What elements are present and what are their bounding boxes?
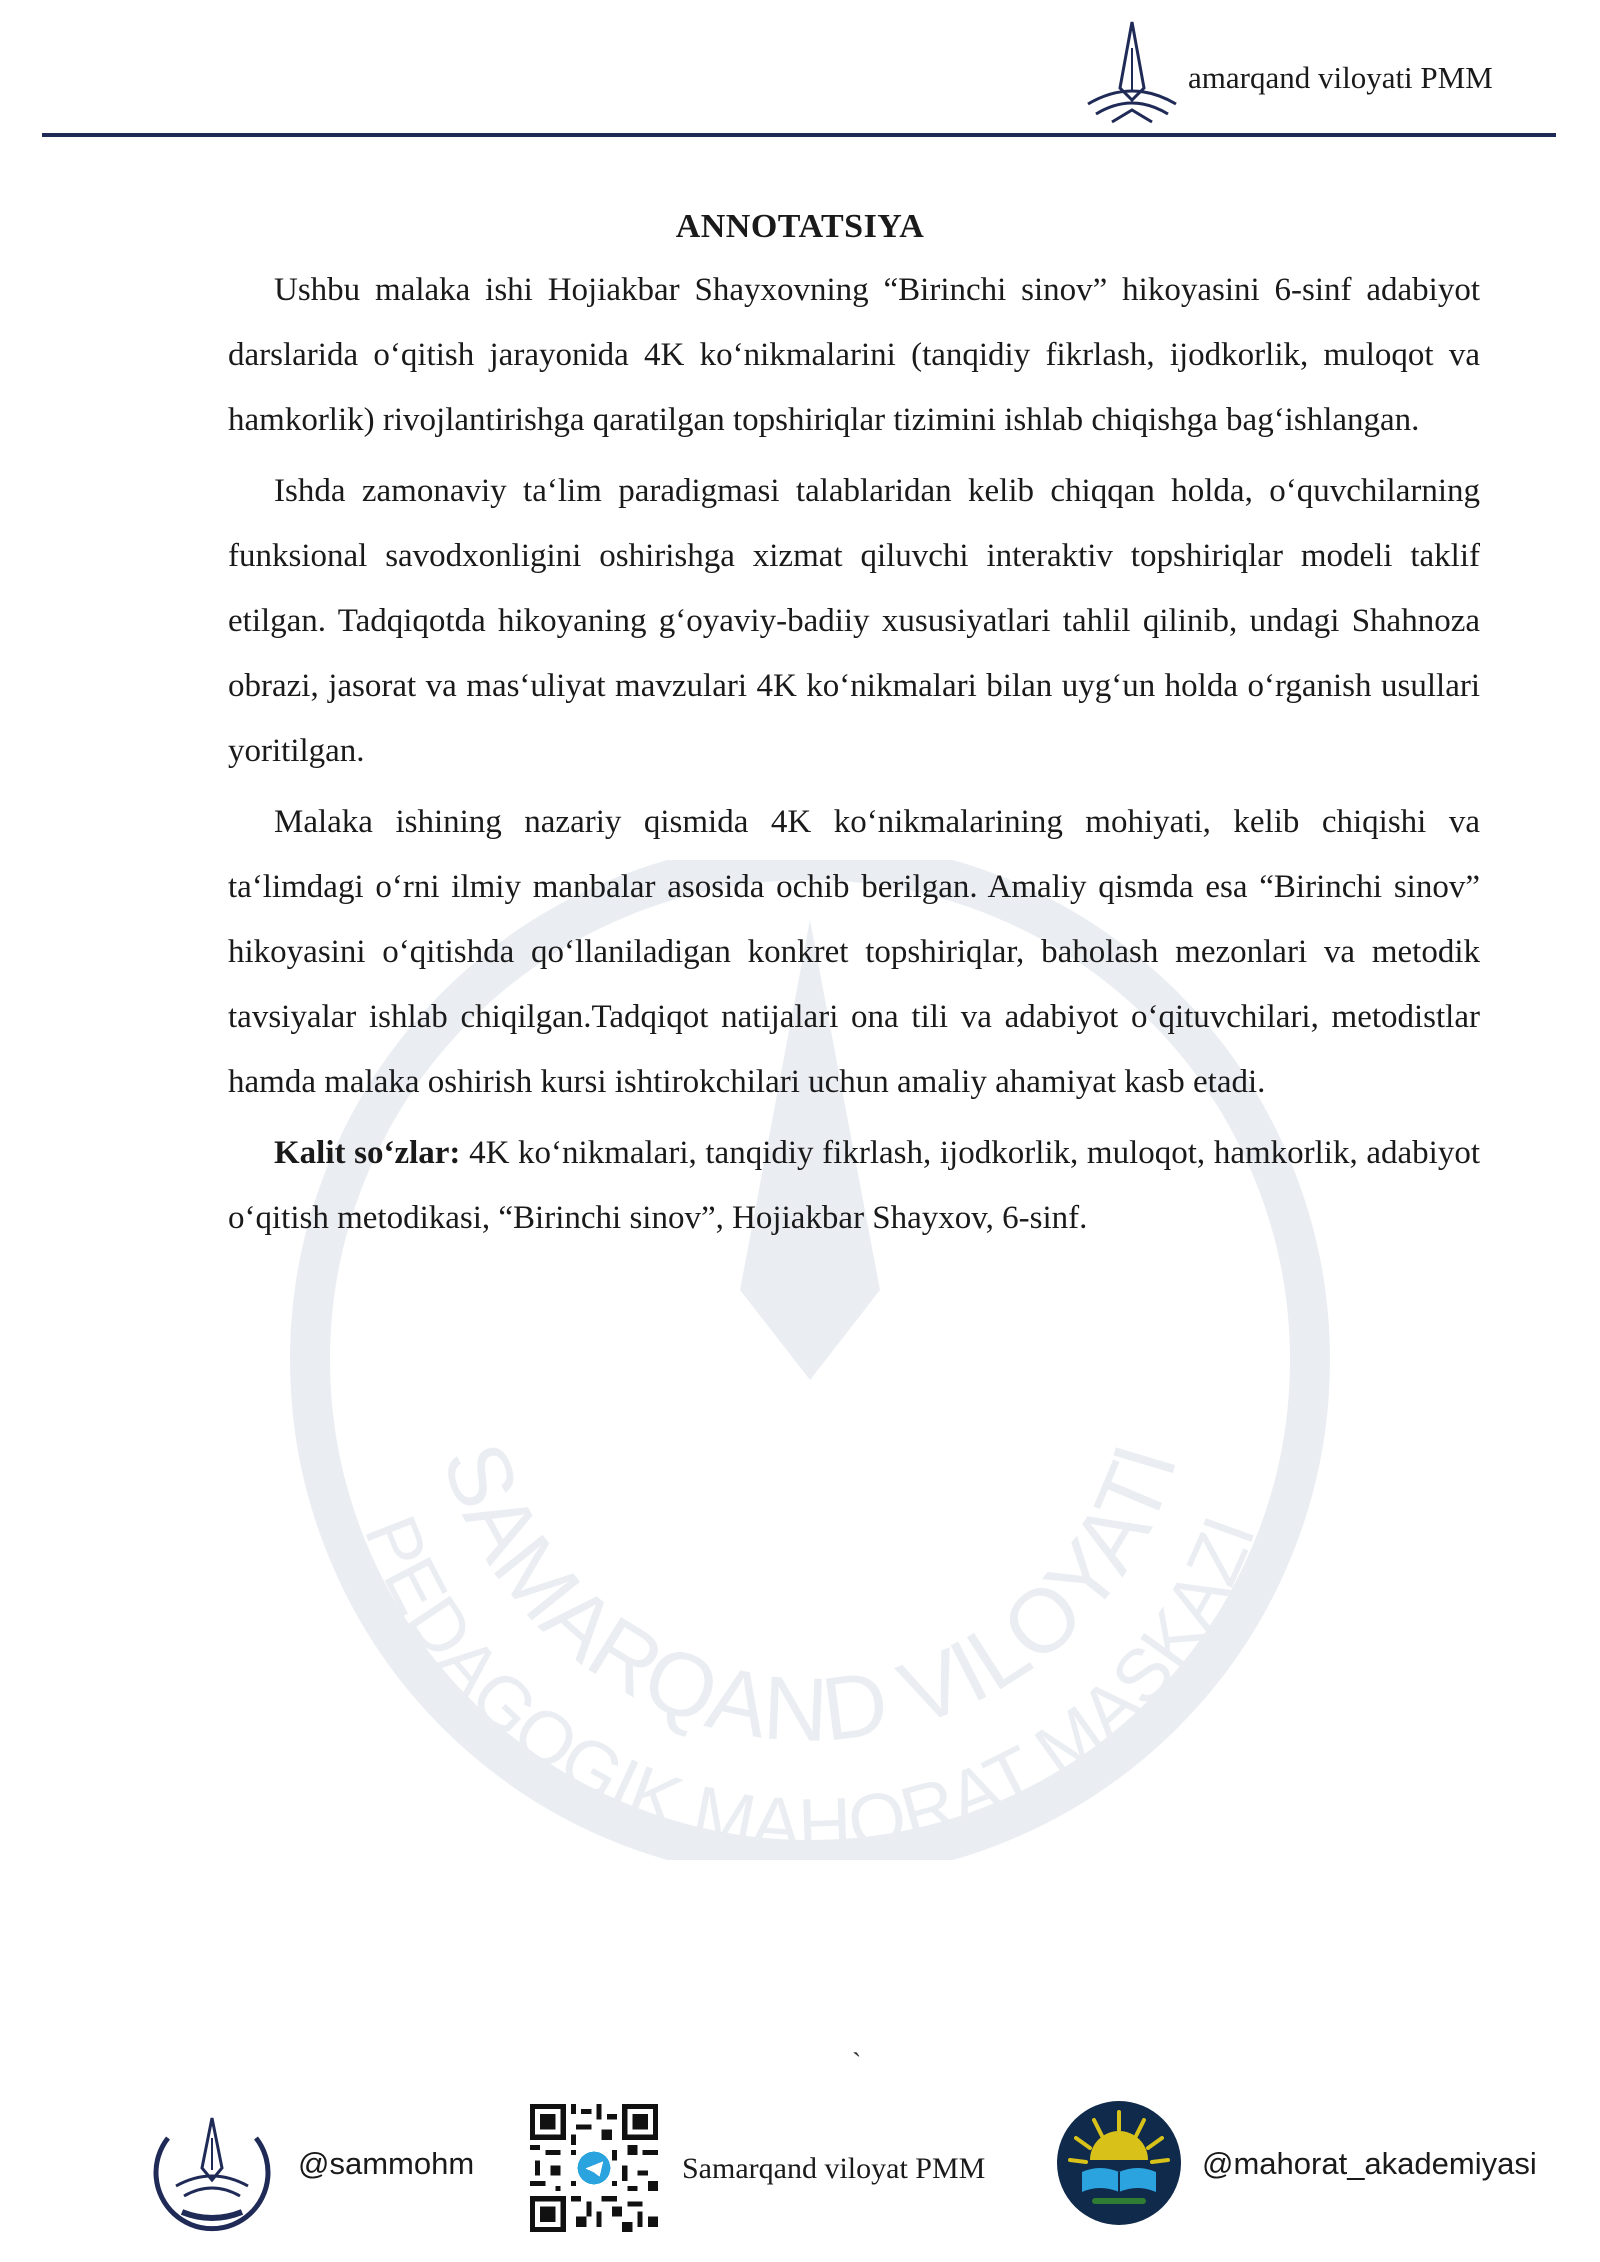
stray-mark: `	[852, 2048, 862, 2079]
qr-code-icon[interactable]	[530, 2104, 658, 2232]
paragraph-3: Malaka ishining nazariy qismida 4K ko‘nikmalarining mohiyati, kelib chiqishi va ta‘limdagi o‘rni ilmiy manbalar asosida ochib berilgan. Amaliy qismda esa “Birinchi sinov” hikoyasini o‘qitishda qo‘llaniladigan konkret topshiriqlar, baholash mezonlari va metodik tavsiyalar ishlab chiqilgan.Tadqiqot natijalari ona tili va adabiyot o‘qituvchilari, metodistlar hamda malaka oshirish kursi ishtirokchilari uchun amaliy ahamiyat kasb etadi.	[228, 804, 1480, 1100]
footer-handle-left[interactable]: @sammohm	[298, 2146, 475, 2181]
mahorat-akademiyasi-logo-icon	[1054, 2098, 1184, 2228]
keywords-text: 4K ko‘nikmalari, tanqidiy fikrlash, ijodkorlik, muloqot, hamkorlik, adabiyot o‘qitish metodikasi, “Birinchi sinov”, Hojiakbar Shayxov, 6-sinf.	[228, 1135, 1480, 1236]
watermark-line1: SAMARQAND VILOYATI	[422, 1430, 1197, 1762]
header-org-text: amarqand viloyati PMM	[1188, 60, 1493, 95]
pen-nib-emblem-icon	[1082, 18, 1182, 128]
footer-center-text: Samarqand viloyat PMM	[682, 2152, 986, 2185]
keywords-paragraph	[228, 1121, 1480, 1251]
keywords-label: Kalit so‘zlar:	[274, 1135, 461, 1171]
document-body	[228, 258, 1480, 1257]
paragraph-1: Ushbu malaka ishi Hojiakbar Shayxovning “Birinchi sinov” hikoyasini 6-sinf adabiyot darslarida o‘qitish jarayonida 4K ko‘nikmalarini (tanqidiy fikrlash, ijodkorlik, muloqot va hamkorlik) rivojlantirishga qaratilgan topshiriqlar tizimini ishlab chiqishga bag‘ishlangan.	[228, 272, 1480, 438]
watermark-line2: PEDAGOGIK MAHORAT MASKAZI	[348, 1504, 1271, 1860]
document-title: ANNOTATSIYA	[675, 208, 925, 245]
pmm-emblem-icon	[150, 2108, 274, 2232]
header-divider	[42, 133, 1556, 137]
paragraph-2: Ishda zamonaviy ta‘lim paradigmasi talablaridan kelib chiqqan holda, o‘quvchilarning funksional savodxonligini oshirishga xizmat qiluvchi interaktiv topshiriqlar modeli taklif etilgan. Tadqiqotda hikoyaning g‘oyaviy-badiiy xususiyatlari tahlil qilinib, undagi Shahnoza obrazi, jasorat va mas‘uliyat mavzulari 4K ko‘nikmalari bilan uyg‘un holda o‘rganish usullari yoritilgan.	[228, 473, 1480, 769]
footer-handle-right[interactable]: @mahorat_akademiyasi	[1202, 2146, 1537, 2181]
